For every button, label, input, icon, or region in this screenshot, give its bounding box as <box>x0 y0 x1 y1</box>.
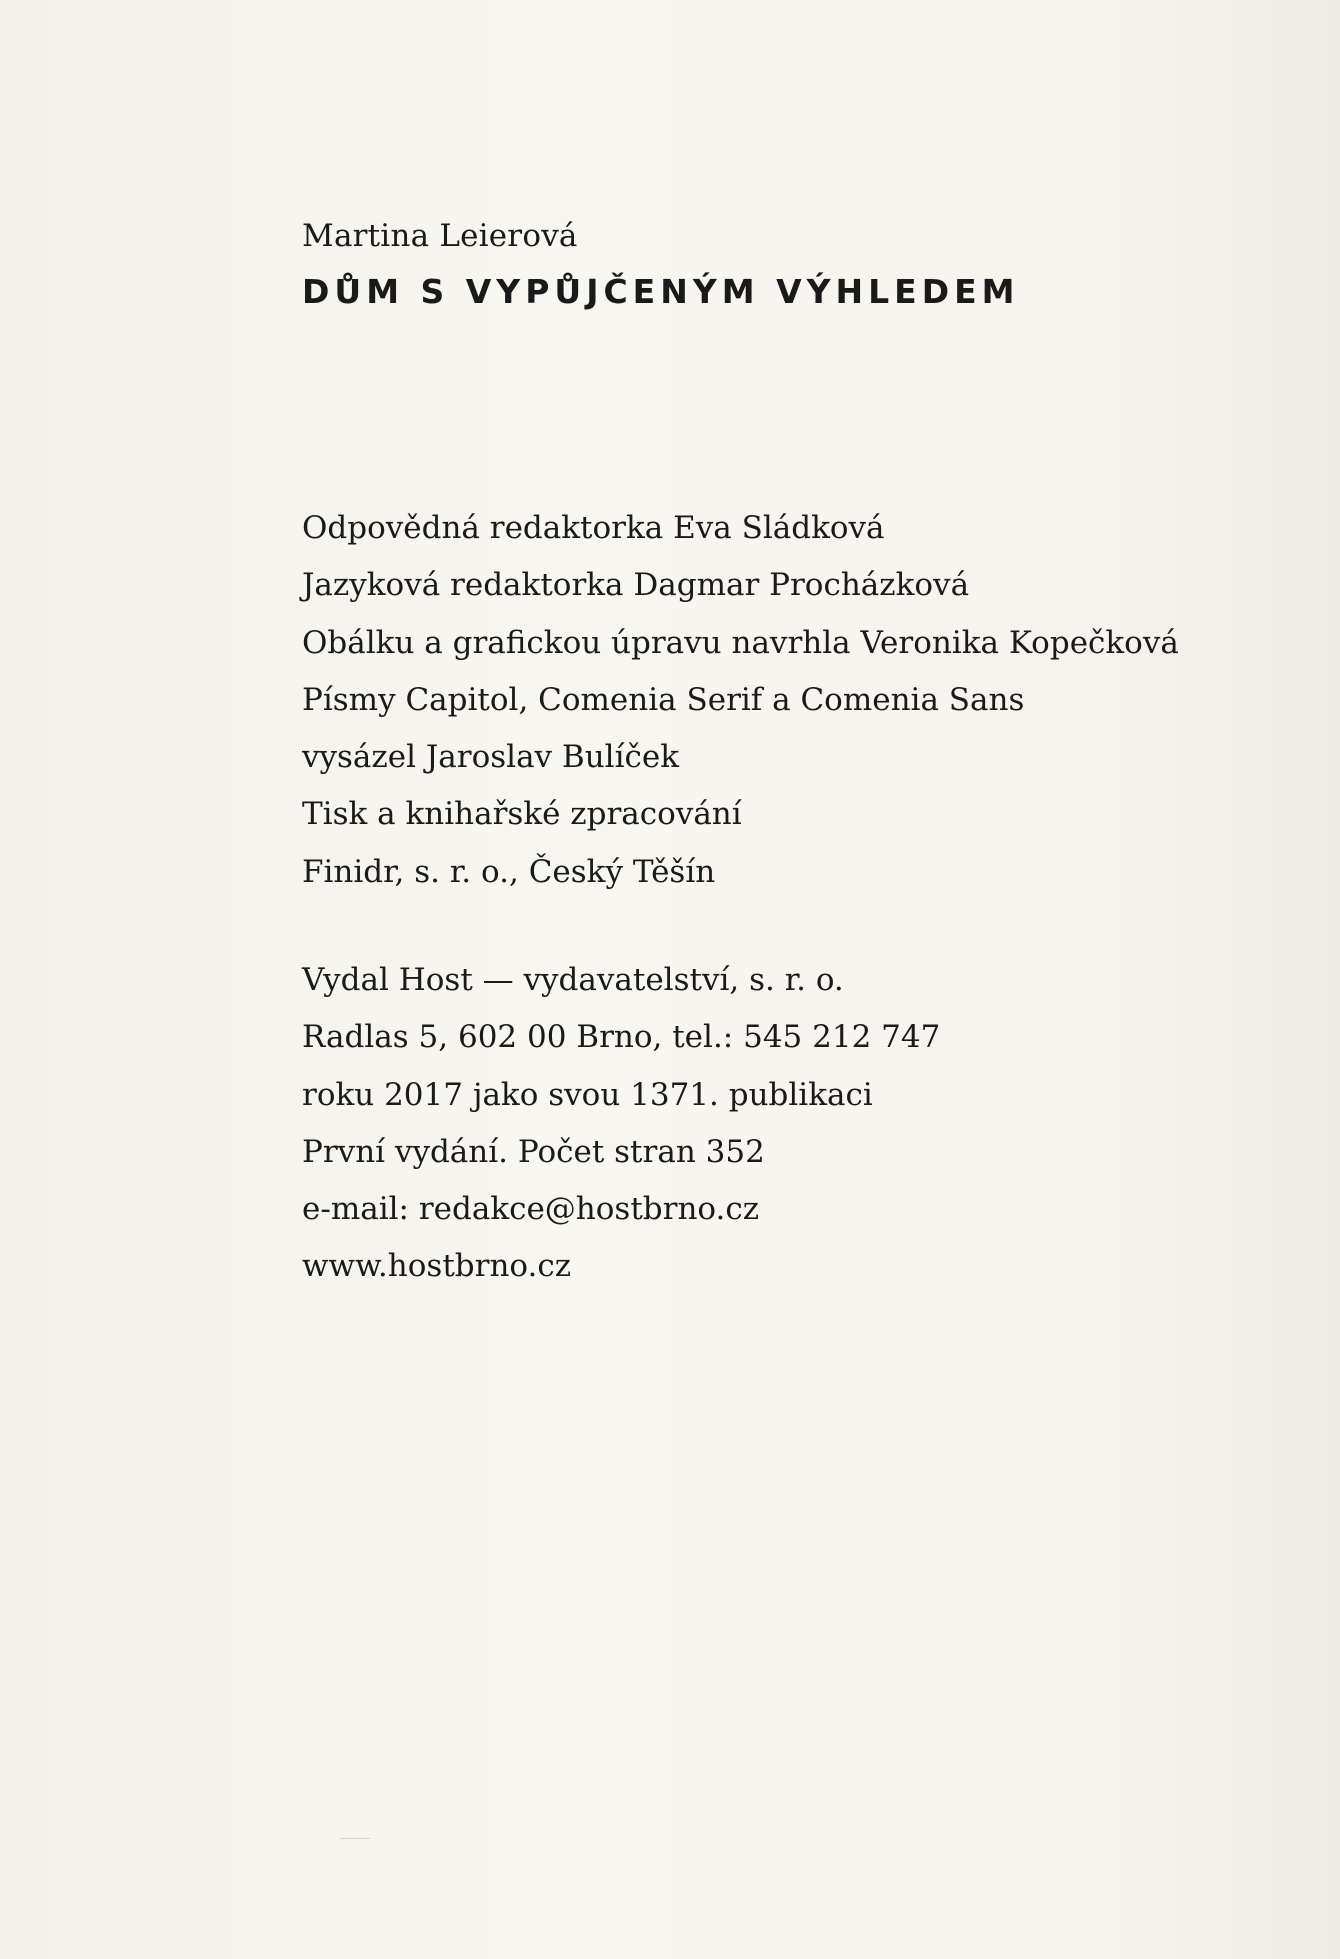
credit-line: Obálku a grafickou úpravu navrhla Veronika Kopečková <box>302 624 1179 661</box>
credit-line: Tisk a knihařské zpracování <box>302 796 742 833</box>
publisher-block <box>302 952 940 1296</box>
publisher-website: www.hostbrno.cz <box>302 1248 572 1285</box>
publisher-email: e-mail: redakce@hostbrno.cz <box>302 1191 760 1228</box>
credit-line: Finidr, s. r. o., Český Těšín <box>302 853 716 890</box>
publisher-line: Vydal Host — vydavatelství, s. r. o. <box>302 962 844 998</box>
book-author: Martina Leierová <box>302 218 578 254</box>
credit-line: Jazyková redaktorka Dagmar Procházková <box>302 567 970 604</box>
book-title: DŮM S VYPŮJČENÝM VÝHLEDEM <box>302 272 1020 311</box>
credits-block <box>302 500 1179 901</box>
credit-line: Odpovědná redaktorka Eva Sládková <box>302 510 885 546</box>
credit-line: vysázel Jaroslav Bulíček <box>302 739 679 776</box>
credit-line: Písmy Capitol, Comenia Serif a Comenia Sans <box>302 681 1025 718</box>
publisher-line: Radlas 5, 602 00 Brno, tel.: 545 212 747 <box>302 1019 941 1056</box>
page-mark <box>340 1838 370 1839</box>
publisher-line: roku 2017 jako svou 1371. publikaci <box>302 1076 873 1113</box>
publisher-line: První vydání. Počet stran 352 <box>302 1133 765 1170</box>
